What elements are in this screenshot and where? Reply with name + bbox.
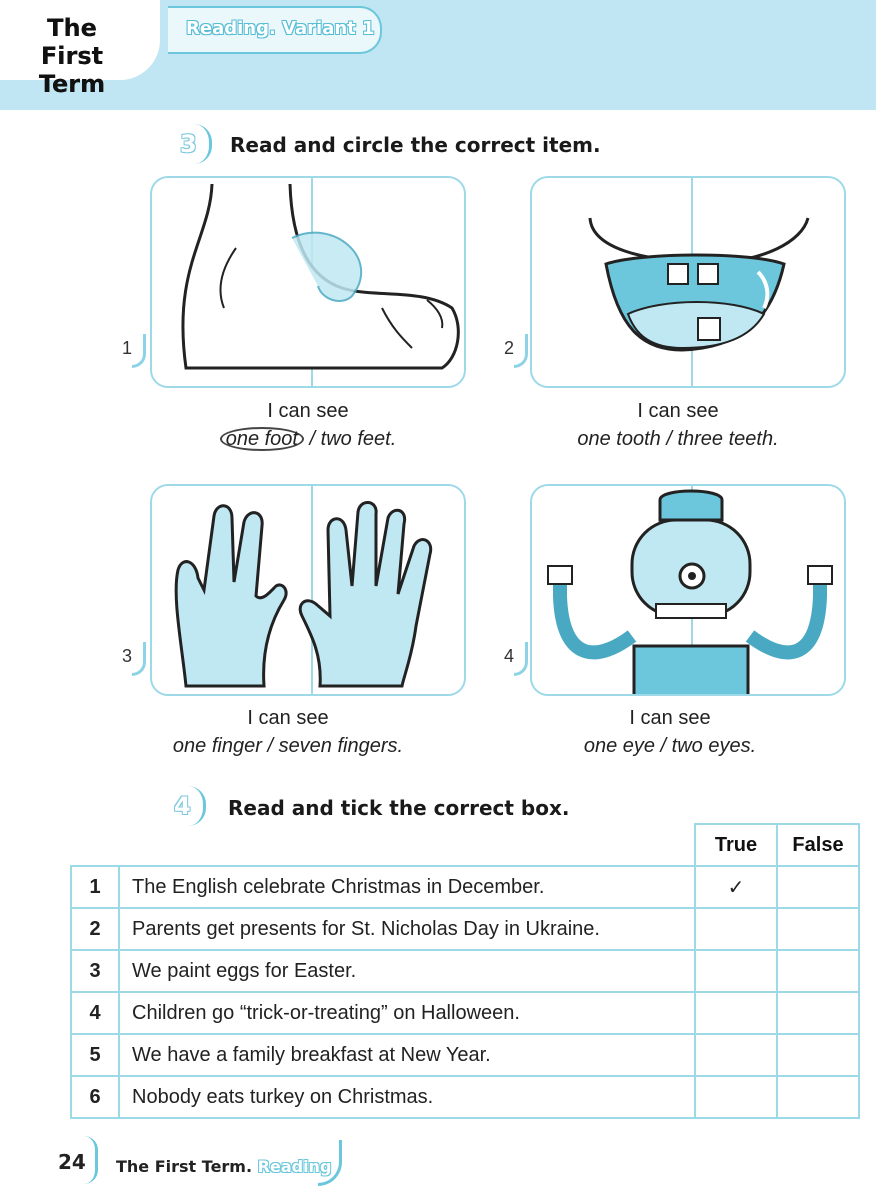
row-number: 3 <box>71 950 119 992</box>
true-checkbox[interactable] <box>695 908 777 950</box>
exercise-3-title: Read and circle the correct item. <box>230 133 601 157</box>
true-checkbox[interactable] <box>695 1034 777 1076</box>
exercise-3-digit: 3 <box>180 130 197 158</box>
caption-4-line: I can see <box>629 707 711 729</box>
header-true: True <box>695 824 777 866</box>
table-row <box>71 1076 859 1118</box>
false-checkbox[interactable] <box>777 1034 859 1076</box>
robot-illustration-icon <box>532 486 846 696</box>
header-spacer <box>71 824 695 866</box>
picture-number-4: 4 <box>504 646 515 666</box>
separator: / <box>655 735 672 757</box>
separator: / <box>660 428 678 450</box>
page-number: 24 <box>58 1150 86 1174</box>
exercise-4-arc <box>188 786 206 826</box>
false-checkbox[interactable] <box>777 1076 859 1118</box>
caption-3-line: I can see <box>247 707 329 729</box>
row-number: 1 <box>71 866 119 908</box>
caption-1 <box>150 397 466 453</box>
row-statement: We paint eggs for Easter. <box>119 950 695 992</box>
row-statement: The English celebrate Christmas in December. <box>119 866 695 908</box>
footer-title-accent: Reading <box>257 1157 332 1176</box>
table-row <box>71 950 859 992</box>
row-number: 5 <box>71 1034 119 1076</box>
exercise-4-digit: 4 <box>174 792 191 820</box>
caption-2 <box>520 397 836 453</box>
caption-2-options <box>520 425 836 453</box>
exercise-4-title: Read and tick the correct box. <box>228 796 570 820</box>
picture-number-3-arc <box>132 642 146 676</box>
option-1a-circled[interactable]: one foot <box>220 427 304 451</box>
caption-3 <box>130 704 446 760</box>
picture-number-1: 1 <box>122 338 133 358</box>
false-checkbox[interactable] <box>777 866 859 908</box>
option-4a[interactable]: one eye <box>583 735 655 757</box>
true-checkbox[interactable] <box>695 992 777 1034</box>
option-4b[interactable]: two eyes. <box>671 735 757 757</box>
table-row <box>71 908 859 950</box>
variant-label: Reading. Variant 1 <box>186 18 375 39</box>
hands-illustration-icon <box>152 486 466 696</box>
picture-panel-1 <box>150 176 466 388</box>
table-row <box>71 992 859 1034</box>
row-statement: Children go “trick-or-treating” on Halloween. <box>119 992 695 1034</box>
foot-illustration-icon <box>152 178 466 388</box>
term-line-1: The First <box>40 14 104 70</box>
false-checkbox[interactable] <box>777 908 859 950</box>
true-false-table <box>70 823 860 1119</box>
row-statement: We have a family breakfast at New Year. <box>119 1034 695 1076</box>
exercise-4-number <box>166 790 208 824</box>
option-3a[interactable]: one finger <box>172 735 262 757</box>
row-statement: Nobody eats turkey on Christmas. <box>119 1076 695 1118</box>
caption-3-options <box>130 732 446 760</box>
caption-1-line: I can see <box>267 400 349 422</box>
caption-4-options <box>512 732 828 760</box>
row-number: 2 <box>71 908 119 950</box>
picture-number-2: 2 <box>504 338 515 358</box>
caption-2-line: I can see <box>637 400 719 422</box>
picture-number-4-arc <box>514 642 528 676</box>
mouth-teeth-illustration-icon <box>532 178 846 388</box>
header-false: False <box>777 824 859 866</box>
picture-number-1-arc <box>132 334 146 368</box>
footer-title <box>116 1157 331 1176</box>
true-checkbox[interactable] <box>695 1076 777 1118</box>
term-label <box>12 14 132 98</box>
picture-panel-4 <box>530 484 846 696</box>
separator: / <box>304 428 321 450</box>
term-line-2: Term <box>38 70 106 98</box>
row-statement: Parents get presents for St. Nicholas Day in Ukraine. <box>119 908 695 950</box>
table-row <box>71 866 859 908</box>
term-tab <box>0 0 160 98</box>
table-header-row <box>71 824 859 866</box>
footer-right-arc <box>318 1140 342 1186</box>
separator: / <box>261 735 279 757</box>
picture-number-2-arc <box>514 334 528 368</box>
picture-panel-2 <box>530 176 846 388</box>
exercise-3-arc <box>194 124 212 164</box>
row-number: 6 <box>71 1076 119 1118</box>
exercise-3-number <box>172 128 214 162</box>
variant-tab <box>168 6 382 54</box>
false-checkbox[interactable] <box>777 950 859 992</box>
picture-number-3: 3 <box>122 646 133 666</box>
caption-4 <box>512 704 828 760</box>
table-row <box>71 1034 859 1076</box>
true-checkbox[interactable] <box>695 950 777 992</box>
option-3b[interactable]: seven fingers. <box>278 735 404 757</box>
false-checkbox[interactable] <box>777 992 859 1034</box>
true-checkbox[interactable]: ✓ <box>695 866 777 908</box>
footer-arc <box>84 1136 98 1184</box>
footer-title-main: The First Term. <box>116 1157 253 1176</box>
option-2a[interactable]: one tooth <box>577 428 661 450</box>
caption-1-options <box>150 425 466 453</box>
row-number: 4 <box>71 992 119 1034</box>
option-1b[interactable]: two feet. <box>320 428 397 450</box>
option-2b[interactable]: three teeth. <box>677 428 779 450</box>
picture-panel-3 <box>150 484 466 696</box>
